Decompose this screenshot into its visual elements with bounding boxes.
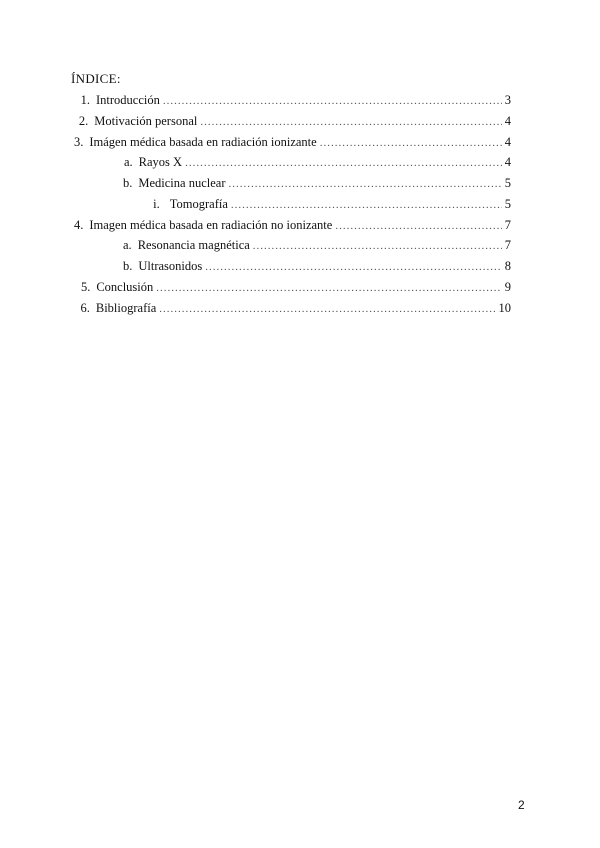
toc-entry-label: Ultrasonidos — [138, 259, 203, 273]
toc-entry-page: 3 — [504, 93, 511, 107]
toc-dot-leader — [231, 199, 502, 211]
toc-entry-page: 5 — [504, 197, 511, 211]
toc-entry-page: 4 — [504, 155, 511, 169]
toc-entry-medicina-nuclear[interactable] — [123, 176, 511, 192]
toc-entry-label: Conclusión — [96, 280, 154, 294]
toc-entry-page: 7 — [504, 238, 511, 252]
toc-entry-label: Motivación personal — [94, 114, 198, 128]
toc-entry-resonancia-magnetica[interactable] — [123, 238, 511, 254]
toc-entry-number: b. — [123, 259, 133, 273]
toc-entry-number: b. — [123, 176, 133, 190]
toc-entry-number: 6. — [80, 301, 90, 315]
toc-entry-page: 4 — [504, 135, 511, 149]
toc-entry-number: a. — [123, 155, 133, 169]
toc-entry-label: Medicina nuclear — [138, 176, 226, 190]
toc-entry-tomografia[interactable] — [150, 197, 511, 213]
toc-entry-motivacion-personal[interactable] — [74, 114, 511, 130]
toc-dot-leader — [163, 95, 502, 107]
toc-entry-label: Imágen médica basada en radiación ionizante — [89, 135, 317, 149]
toc-entry-page: 10 — [498, 301, 511, 315]
toc-dot-leader — [205, 261, 501, 273]
toc-dot-leader — [320, 137, 502, 149]
toc-dot-leader — [159, 303, 495, 315]
toc-entry-radiacion-ionizante[interactable] — [74, 135, 511, 151]
toc-entry-page: 5 — [504, 176, 511, 190]
toc-entry-number: 4. — [74, 218, 84, 232]
toc-dot-leader — [156, 282, 501, 294]
toc-entry-number: i. — [153, 197, 160, 211]
toc-dot-leader — [228, 178, 501, 190]
toc-entry-introduccion[interactable] — [74, 93, 511, 109]
toc-entry-number: 1. — [80, 93, 90, 107]
toc-entry-page: 4 — [504, 114, 511, 128]
toc-entry-label: Resonancia magnética — [137, 238, 250, 252]
toc-entry-page: 8 — [504, 259, 511, 273]
toc-dot-leader — [185, 157, 502, 169]
toc-entry-label: Imagen médica basada en radiación no ionizante — [89, 218, 333, 232]
toc-entry-radiacion-no-ionizante[interactable] — [74, 218, 511, 234]
toc-entry-page: 9 — [504, 280, 511, 294]
toc-entry-label: Bibliografía — [95, 301, 157, 315]
toc-entry-label: Introducción — [96, 93, 160, 107]
toc-entry-bibliografia[interactable] — [74, 301, 511, 317]
toc-entry-label: Tomografía — [169, 197, 228, 211]
toc-entry-number: 3. — [74, 135, 84, 149]
toc-entry-ultrasonidos[interactable] — [123, 259, 511, 275]
toc-dot-leader — [253, 240, 502, 252]
toc-heading: ÍNDICE: — [71, 71, 121, 86]
toc-entry-number: 5. — [80, 280, 91, 294]
toc-entry-conclusion[interactable] — [74, 280, 511, 296]
toc-dot-leader — [200, 116, 501, 128]
toc-entry-number: 2. — [78, 114, 89, 128]
toc-entry-rayos-x[interactable] — [123, 155, 511, 171]
toc-entry-page: 7 — [504, 218, 511, 232]
page-number: 2 — [518, 798, 525, 812]
toc-entry-label: Rayos X — [138, 155, 183, 169]
toc-dot-leader — [335, 220, 501, 232]
toc-entry-number: a. — [123, 238, 132, 252]
